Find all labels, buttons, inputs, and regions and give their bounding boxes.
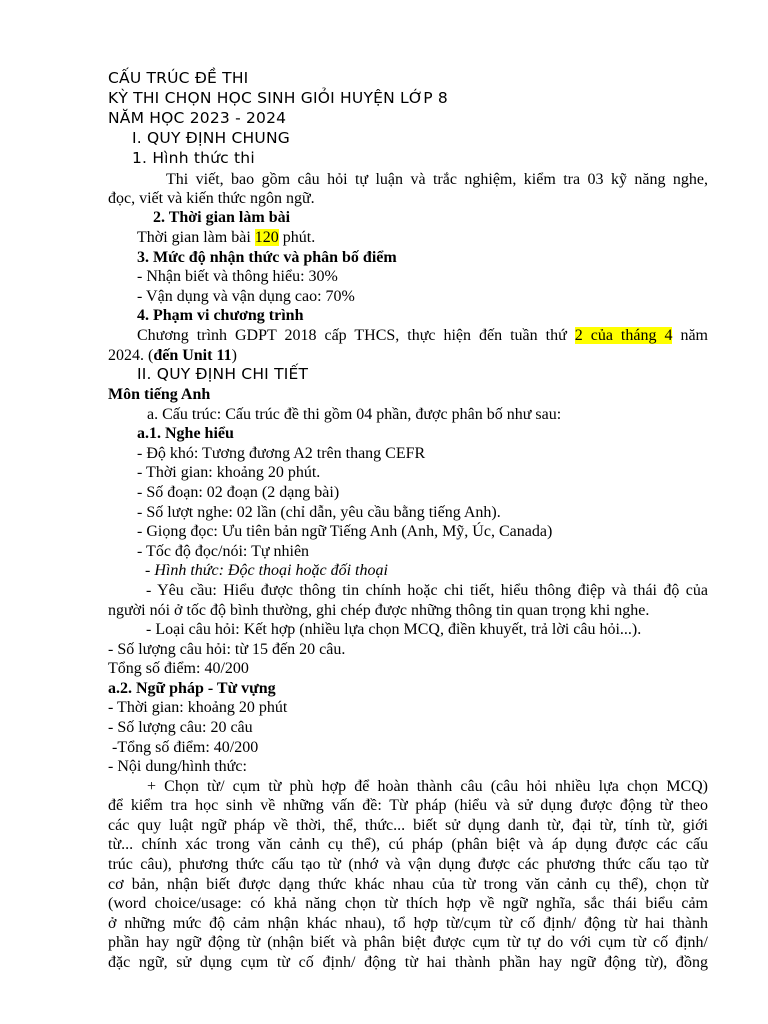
grammar-paragraph-line: ở những mức độ cảm nhận khác nhau), tổ hợp từ/cụm từ cố định/ động từ hai thành [108, 915, 708, 932]
scope-week-highlight: 2 của tháng 4 [574, 327, 673, 344]
paragraph-line: đọc, viết và kiến thức ngôn ngữ. [108, 190, 315, 207]
grammar-item: -Tổng số điểm: 40/200 [108, 739, 259, 756]
subheading-listening: a.1. Nghe hiểu [137, 425, 234, 442]
listening-question-type: - Loại câu hỏi: Kết hợp (nhiều lựa chọn MCQ, điền khuyết, trả lời câu hỏi...). [146, 621, 642, 638]
listening-requirement: người nói ở tốc độ bình thường, ghi chép được những thông tin quan trọng khi nghe. [108, 602, 650, 619]
level-item: - Nhận biết và thông hiểu: 30% [137, 268, 338, 285]
grammar-paragraph-line: để kiểm tra học sinh về những vấn đề: Từ pháp (hiểu và sử dụng được động từ theo [108, 797, 708, 814]
grammar-paragraph-line: + Chọn từ/ cụm từ phù hợp để hoàn thành câu (câu hỏi nhiều lựa chọn MCQ) [147, 778, 708, 795]
paragraph-line: Thi viết, bao gồm câu hỏi tự luận và trắc nghiệm, kiểm tra 03 kỹ năng nghe, [166, 171, 708, 188]
grammar-item: - Nội dung/hình thức: [108, 758, 247, 775]
subject-heading: Môn tiếng Anh [108, 386, 211, 403]
doc-title-1: CẤU TRÚC ĐỀ THI [108, 69, 249, 87]
subheading-exam-form: 1. Hình thức thi [132, 149, 255, 167]
grammar-paragraph-line: cơ bản, nhận biết được dạng thức khác nhau của từ trong văn cảnh cụ thể), chọn từ [108, 876, 708, 893]
listening-item: - Số lượt nghe: 02 lần (chỉ dẫn, yêu cầu bằng tiếng Anh). [137, 504, 501, 521]
time-value-highlight: 120 [254, 229, 279, 246]
section-heading-detail: II. QUY ĐỊNH CHI TIẾT [137, 365, 309, 383]
listening-item: - Độ khó: Tương đương A2 trên thang CEFR [137, 445, 426, 462]
grammar-paragraph-line: phần hay ngữ động từ (nhận biết và phân biệt được cụm từ tự do với cụm từ cố định/ [108, 934, 708, 951]
grammar-paragraph-line: đặc ngữ, sử dụng cụm từ cố định/ động từ hai thành phần hay ngữ động từ), đồng [108, 954, 708, 971]
scope-line-1 [108, 326, 708, 346]
listening-item: - Thời gian: khoảng 20 phút. [137, 464, 321, 481]
scope-line-2 [108, 346, 237, 366]
time-prefix: Thời gian làm bài [137, 229, 255, 246]
level-item: - Vận dụng và vận dụng cao: 70% [137, 288, 355, 305]
doc-title-3: NĂM HỌC 2023 - 2024 [108, 109, 287, 127]
section-heading-general: I. QUY ĐỊNH CHUNG [132, 129, 290, 147]
structure-line: a. Cấu trúc: Cấu trúc đề thi gồm 04 phần, được phân bố như sau: [147, 406, 562, 423]
doc-title-2: KỲ THI CHỌN HỌC SINH GIỎI HUYỆN LỚP 8 [108, 89, 448, 107]
listening-item: - Số đoạn: 02 đoạn (2 dạng bài) [137, 484, 340, 501]
listening-form: - Hình thức: Độc thoại hoặc đối thoại [145, 562, 388, 579]
time-suffix: phút. [278, 229, 316, 246]
scope-year: 2024. ( [108, 347, 154, 364]
listening-score: Tổng số điểm: 40/200 [108, 660, 249, 677]
subheading-levels: 3. Mức độ nhận thức và phân bố điểm [137, 249, 397, 266]
scope-suffix: năm [672, 327, 709, 344]
time-line [137, 228, 315, 248]
scope-unit: đến Unit 11 [153, 347, 232, 364]
listening-item: - Tốc độ đọc/nói: Tự nhiên [137, 543, 310, 560]
listening-item: - Giọng đọc: Ưu tiên bản ngữ Tiếng Anh (Anh, Mỹ, Úc, Canada) [137, 523, 553, 540]
subheading-time: 2. Thời gian làm bài [153, 209, 291, 226]
grammar-item: - Số lượng câu: 20 câu [108, 719, 253, 736]
scope-close: ) [231, 347, 237, 364]
grammar-paragraph-line: từ... chính xác trong văn cảnh cụ thể), cú pháp (phân biệt và áp dụng được các cấu [108, 836, 708, 853]
listening-requirement: - Yêu cầu: Hiểu được thông tin chính hoặc chi tiết, hiểu thông điệp và thái độ của [146, 582, 708, 599]
grammar-paragraph-line: (word choice/usage: có khả năng chọn từ thích hợp về ngữ nghĩa, sắc thái biểu cảm [108, 895, 708, 912]
grammar-paragraph-line: các quy luật ngữ pháp về thời, thể, thức... biết sử dụng danh từ, đại từ, tính từ, giới [108, 817, 708, 834]
grammar-paragraph-line: trúc câu), phương thức cấu tạo từ (nhớ và vận dụng được các phương thức cấu tạo từ [108, 856, 708, 873]
listening-question-count: - Số lượng câu hỏi: từ 15 đến 20 câu. [108, 641, 346, 658]
subheading-scope: 4. Phạm vi chương trình [137, 307, 304, 324]
grammar-item: - Thời gian: khoảng 20 phút [108, 699, 288, 716]
scope-prefix: Chương trình GDPT 2018 cấp THCS, thực hiện đến tuần thứ [137, 327, 575, 344]
subheading-grammar: a.2. Ngữ pháp - Từ vựng [108, 680, 276, 697]
